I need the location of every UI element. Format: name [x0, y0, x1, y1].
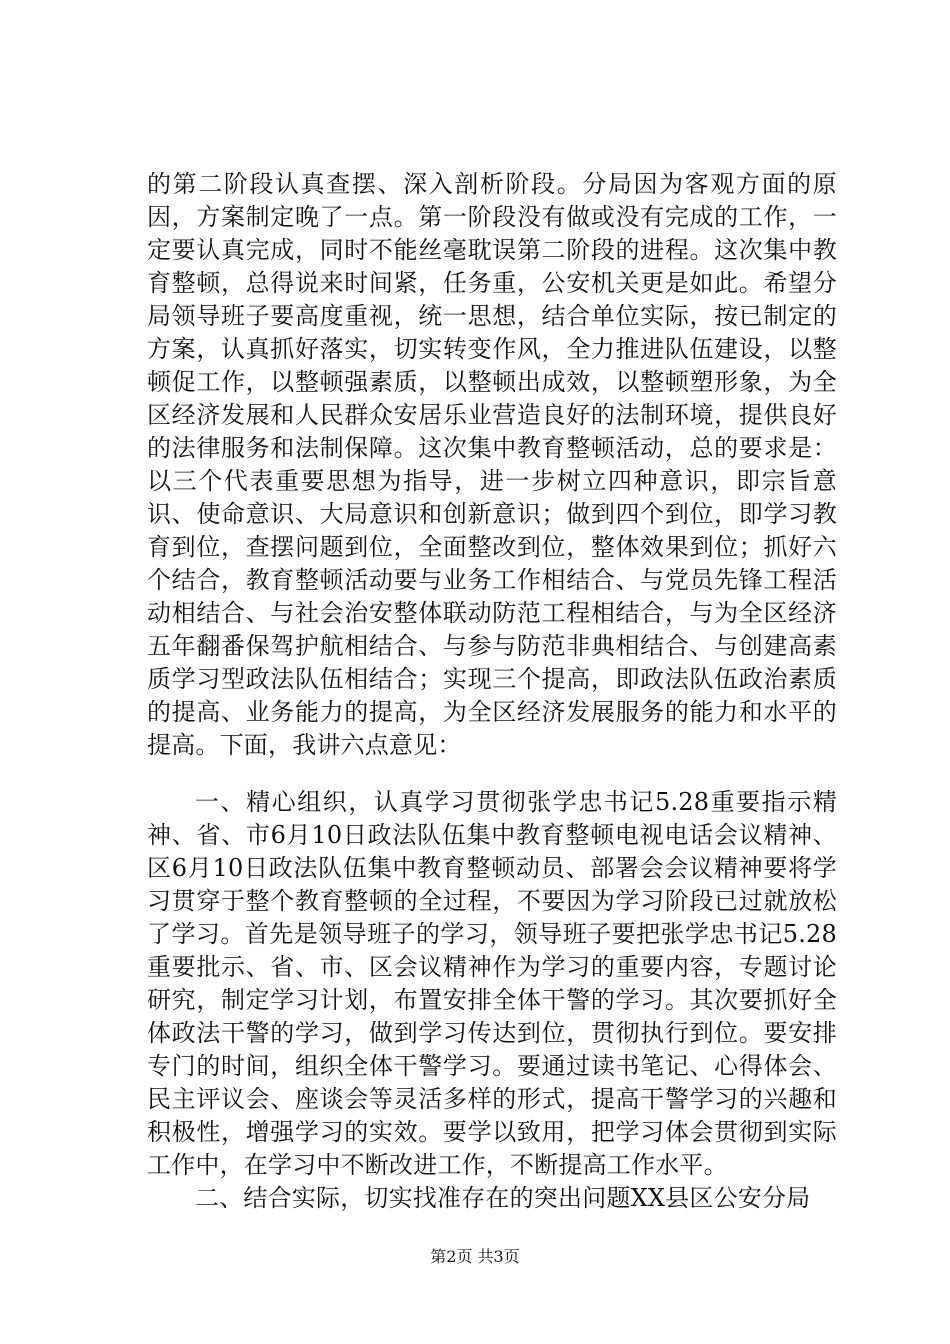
paragraph-section-two: 二、结合实际，切实找准存在的突出问题XX县区公安分局: [195, 1184, 811, 1212]
page-footer: 第2页 共3页: [430, 1247, 520, 1266]
document-body: [147, 168, 837, 1215]
paragraph-gap: [147, 762, 837, 786]
paragraph-continuation: 的第二阶段认真查摆、深入剖析阶段。分局因为客观方面的原因，方案制定晚了一点。第一阶段没有做或没有完成的工作，一定要认真完成，同时不能丝毫耽误第二阶段的进程。这次集中教育整顿，总得说来时间紧，任务重，公安机关更是如此。希望分局领导班子要高度重视，统一思想，结合单位实际，按已制定的方案，认真抓好落实，切实转变作风，全力推进队伍建设，以整顿促工作，以整顿强素质，以整顿出成效，以整顿塑形象，为全区经济发展和人民群众安居乐业营造良好的法制环境，提供良好的法律服务和法制保障。这次集中教育整顿活动，总的要求是：以三个代表重要思想为指导，进一步树立四种意识，即宗旨意识、使命意识、大局意识和创新意识；做到四个到位，即学习教育到位，查摆问题到位，全面整改到位，整体效果到位；抓好六个结合，教育整顿活动要与业务工作相结合、与党员先锋工程活动相结合、与社会治安整体联动防范工程相结合，与为全区经济五年翻番保驾护航相结合、与参与防范非典相结合、与创建高素质学习型政法队伍相结合；实现三个提高，即政法队伍政治素质的提高、业务能力的提高，为全区经济发展服务的能力和水平的提高。下面，我讲六点意见：: [147, 170, 837, 759]
paragraph-section-one: 一、精心组织，认真学习贯彻张学忠书记5.28重要指示精神、省、市6月10日政法队伍集中教育整顿电视电话会议精神、区6月10日政法队伍集中教育整顿动员、部署会会议精神要将学习贯穿于整个教育整顿的全过程，不要因为学习阶段已过就放松了学习。首先是领导班子的学习，领导班子要把张学忠书记5.28重要批示、省、市、区会议精神作为学习的重要内容，专题讨论研究，制定学习计划，布置安排全体干警的学习。其次要抓好全体政法干警的学习，做到学习传达到位，贯彻执行到位。要安排专门的时间，组织全体干警学习。要通过读书笔记、心得体会、民主评议会、座谈会等灵活多样的形式，提高干警学习的兴趣和积极性，增强学习的实效。要学以致用，把学习体会贯彻到实际工作中，在学习中不断改进工作，不断提高工作水平。: [147, 788, 837, 1179]
